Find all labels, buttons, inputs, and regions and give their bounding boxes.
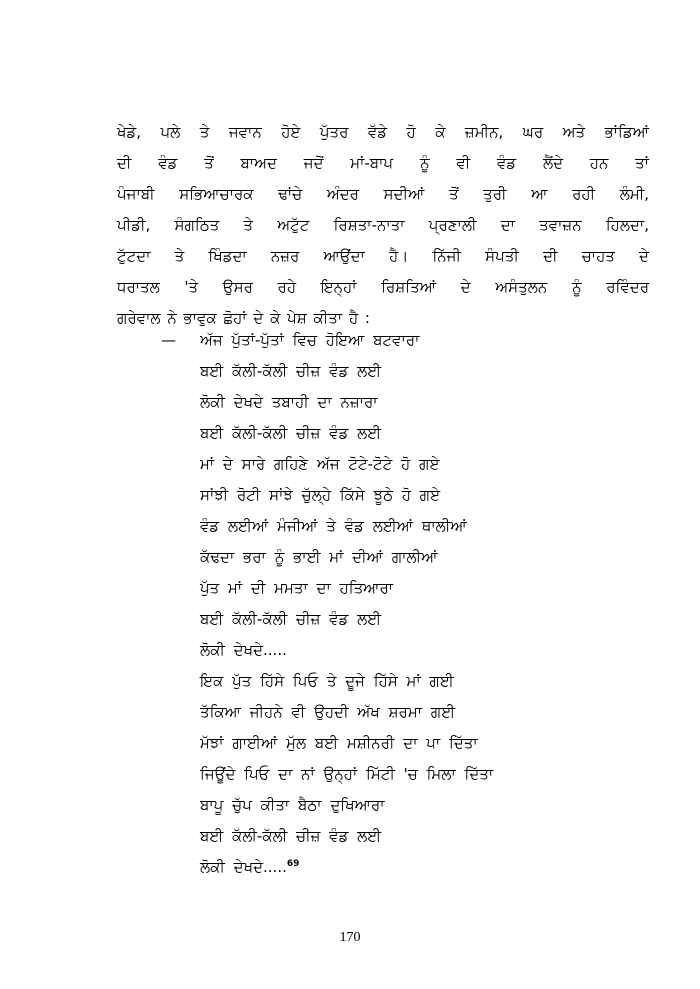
verse-line-text: ਤੱਕਿਆ ਜੀਹਨੇ ਵੀ ਉਹਦੀ ਅੱਖ ਸ਼ਰਮਾ ਗਈ (200, 703, 456, 721)
verse-line-text: ਬਈ ਕੱਲੀ-ਕੱਲੀ ਚੀਜ਼ ਵੰਡ ਲਈ (200, 424, 382, 442)
verse-line (0, 635, 700, 666)
verse-block (0, 325, 700, 883)
verse-line-text: ਮਾਂ ਦੇ ਸਾਰੇ ਗਹਿਣੇ ਅੱਜ ਟੋਟੇ-ਟੋਟੇ ਹੋ ਗਏ (200, 455, 440, 473)
verse-line-closing (0, 852, 700, 883)
verse-line (0, 604, 700, 635)
verse-line-text: ਲੋਕੀ ਦੇਖਦੇ..... (200, 641, 287, 659)
verse-line (0, 387, 700, 418)
prose-line: ਟੁੱਟਦਾ ਤੇ ਖਿੰਡਦਾ ਨਜ਼ਰ ਆਉਂਦਾ ਹੈ। ਨਿੱਜੀ ਸੰਪਤੀ ਦੀ ਚਾਹਤ ਦੇ (117, 247, 649, 265)
verse-line (0, 697, 700, 728)
verse-line-text: ਜਿਊਂਦੇ ਪਿਓ ਦਾ ਨਾਂ ਉਨ੍ਹਾਂ ਮਿੱਟੀ 'ਚ ਮਿਲਾ ਦਿੱਤਾ (200, 765, 494, 783)
prose-line: ਦੀ ਵੰਡ ਤੋਂ ਬਾਅਦ ਜਦੋਂ ਮਾਂ-ਬਾਪ ਨੂੰ ਵੀ ਵੰਡ ਲੈਂਦੇ ਹਨ ਤਾਂ (117, 154, 649, 172)
verse-line-text: ਅੱਜ ਪੁੱਤਾਂ-ਪੁੱਤਾਂ ਵਿਚ ਹੋਇਆ ਬਟਵਾਰਾ (200, 331, 420, 349)
verse-line-text: ਬਈ ਕੱਲੀ-ਕੱਲੀ ਚੀਜ਼ ਵੰਡ ਲਈ (200, 827, 382, 845)
verse-closing-wrapper (200, 852, 299, 883)
verse-line (0, 480, 700, 511)
verse-line (0, 821, 700, 852)
verse-closing-text: ਲੋਕੀ ਦੇਖਦੇ..... (200, 858, 287, 876)
verse-line-text: ਬਾਪੂ ਚੁੱਪ ਕੀਤਾ ਬੈਠਾ ਦੁਖਿਆਰਾ (200, 796, 385, 814)
verse-line (0, 759, 700, 790)
prose-line: ਪੰਜਾਬੀ ਸਭਿਆਚਾਰਕ ਢਾਂਚੇ ਅੰਦਰ ਸਦੀਆਂ ਤੋਂ ਤੁਰੀ ਆ ਰਹੀ ਲੰਮੀ, (117, 185, 649, 203)
verse-line-text: ਬਈ ਕੱਲੀ-ਕੱਲੀ ਚੀਜ਼ ਵੰਡ ਲਈ (200, 362, 382, 380)
verse-line (0, 542, 700, 573)
verse-line (0, 728, 700, 759)
verse-line-text: ਬਈ ਕੱਲੀ-ਕੱਲੀ ਚੀਜ਼ ਵੰਡ ਲਈ (200, 610, 382, 628)
verse-line (0, 418, 700, 449)
page-number: 170 (339, 930, 361, 945)
verse-line-text: ਵੰਡ ਲਈਆਂ ਮੰਜੀਆਂ ਤੇ ਵੰਡ ਲਈਆਂ ਥਾਲੀਆਂ (200, 517, 467, 535)
verse-line (0, 573, 700, 604)
verse-line-text: ਲੋਕੀ ਦੇਖਦੇ ਤਬਾਹੀ ਦਾ ਨਜ਼ਾਰਾ (200, 393, 378, 411)
prose-line: ਖੇਡੇ, ਪਲੇ ਤੇ ਜਵਾਨ ਹੋਏ ਪੁੱਤਰ ਵੱਡੇ ਹੋ ਕੇ ਜ਼ਮੀਨ, ਘਰ ਅਤੇ ਭਾਂਡਿਆਂ (117, 123, 649, 141)
verse-line (0, 511, 700, 542)
verse-line (0, 356, 700, 387)
prose-line: ਪੀਡੀ, ਸੰਗਠਿਤ ਤੇ ਅਟੁੱਟ ਰਿਸ਼ਤਾ-ਨਾਤਾ ਪ੍ਰਣਾਲੀ ਦਾ ਤਵਾਜ਼ਨ ਹਿਲਦਾ, (117, 216, 649, 234)
verse-line-text: ਇਕ ਪੁੱਤ ਹਿੱਸੇ ਪਿਓ ਤੇ ਦੂਜੇ ਹਿੱਸੇ ਮਾਂ ਗਈ (200, 672, 454, 690)
prose-paragraph (117, 117, 649, 334)
verse-line-text: ਕੱਢਦਾ ਭਰਾ ਨੂੰ ਭਾਈ ਮਾਂ ਦੀਆਂ ਗਾਲੀਆਂ (200, 548, 438, 566)
verse-line (0, 666, 700, 697)
prose-line: ਗਰੇਵਾਲ ਨੇ ਭਾਵੁਕ ਛੋਹਾਂ ਦੇ ਕੇ ਪੇਸ਼ ਕੀਤਾ ਹੈ : (117, 309, 370, 327)
verse-dash: — (161, 331, 176, 349)
verse-line-text: ਪੁੱਤ ਮਾਂ ਦੀ ਮਮਤਾ ਦਾ ਹਤਿਆਰਾ (200, 579, 394, 597)
prose-line: ਧਰਾਤਲ 'ਤੇ ਉਸਰ ਰਹੇ ਇਨ੍ਹਾਂ ਰਿਸ਼ਤਿਆਂ ਦੇ ਅਸੰਤੁਲਨ ਨੂੰ ਰਵਿੰਦਰ (117, 278, 649, 296)
footnote-marker: 69 (286, 859, 300, 869)
verse-line (0, 325, 700, 356)
verse-line-text: ਸਾਂਝੀ ਰੋਟੀ ਸਾਂਝੇ ਚੁੱਲ੍ਹੇ ਕਿੱਸੇ ਝੂਠੇ ਹੋ ਗਏ (200, 486, 441, 504)
verse-line-text: ਮੱਝਾਂ ਗਾਈਆਂ ਮੁੱਲ ਬਈ ਮਸ਼ੀਨਰੀ ਦਾ ਪਾ ਦਿੱਤਾ (200, 734, 478, 752)
verse-line (0, 449, 700, 480)
verse-line (0, 790, 700, 821)
